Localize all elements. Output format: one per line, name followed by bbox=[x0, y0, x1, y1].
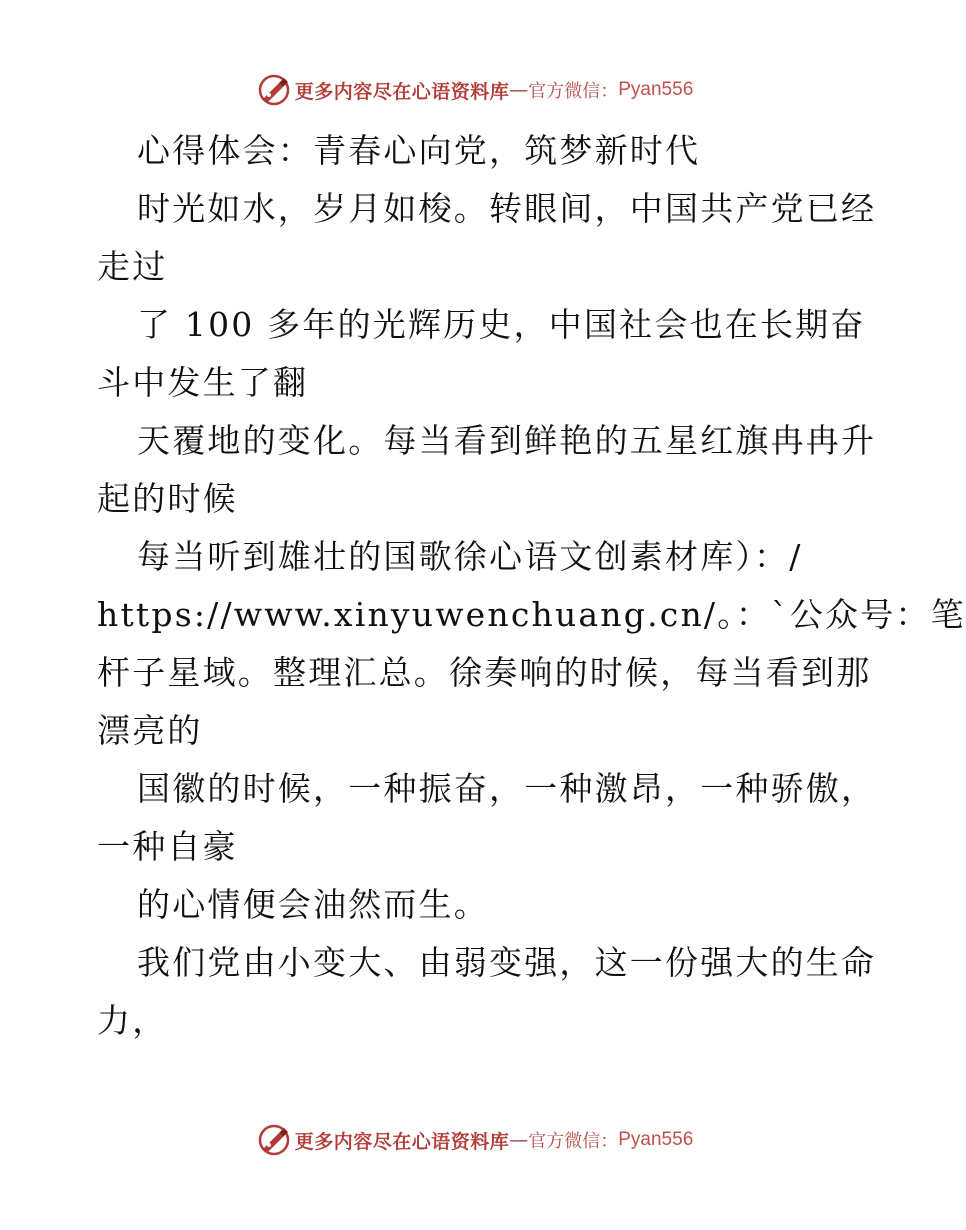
watermark-wechat-id: Pyan556 bbox=[618, 1129, 694, 1150]
watermark-slogan: 更多内容尽在心语资料库 bbox=[294, 80, 510, 103]
paragraph-line: 国徽的时候，一种振奋，一种激昂，一种骄傲， bbox=[137, 769, 877, 808]
paragraph-line: 天覆地的变化。每当看到鲜艳的五星红旗冉冉升 bbox=[137, 421, 877, 460]
watermark-dash: — bbox=[509, 1129, 529, 1151]
paragraph-line: https://www.xinyuwenchuang.cn/。：`公众号：笔 bbox=[97, 595, 966, 634]
pen-logo-icon bbox=[257, 1123, 291, 1157]
paragraph-line: 的心情便会油然而生。 bbox=[137, 885, 489, 924]
paragraph-line: 起的时候 bbox=[97, 479, 238, 518]
paragraph-line: 每当听到雄壮的国歌徐心语文创素材库）：/ bbox=[137, 537, 803, 576]
paragraph-line: 漂亮的 bbox=[97, 711, 203, 750]
header-watermark-banner bbox=[0, 70, 950, 110]
watermark-dash: — bbox=[509, 79, 529, 101]
paragraph-line: 一种自豪 bbox=[97, 827, 238, 866]
paragraph-line: 力， bbox=[97, 1001, 168, 1040]
paragraph-line: 时光如水，岁月如梭。转眼间，中国共产党已经 bbox=[137, 189, 877, 228]
document-title: 心得体会：青春心向党，筑梦新时代 bbox=[137, 131, 701, 170]
pen-logo-icon bbox=[257, 73, 291, 107]
paragraph-line: 斗中发生了翻 bbox=[97, 363, 309, 402]
watermark-slogan: 更多内容尽在心语资料库 bbox=[294, 1130, 510, 1153]
paragraph-line: 我们党由小变大、由弱变强，这一份强大的生命 bbox=[137, 943, 877, 982]
watermark-wechat-label: 官方微信： bbox=[528, 81, 619, 102]
watermark-wechat-label: 官方微信： bbox=[528, 1131, 619, 1152]
watermark-wechat-id: Pyan556 bbox=[618, 79, 694, 100]
footer-watermark-banner bbox=[0, 1120, 950, 1160]
paragraph-line: 了 100 多年的光辉历史，中国社会也在长期奋 bbox=[137, 305, 866, 344]
paragraph-line: 杆子星域。整理汇总。徐奏响的时候，每当看到那 bbox=[97, 653, 872, 692]
paragraph-line: 走过 bbox=[97, 247, 168, 286]
document-body bbox=[97, 122, 966, 1050]
